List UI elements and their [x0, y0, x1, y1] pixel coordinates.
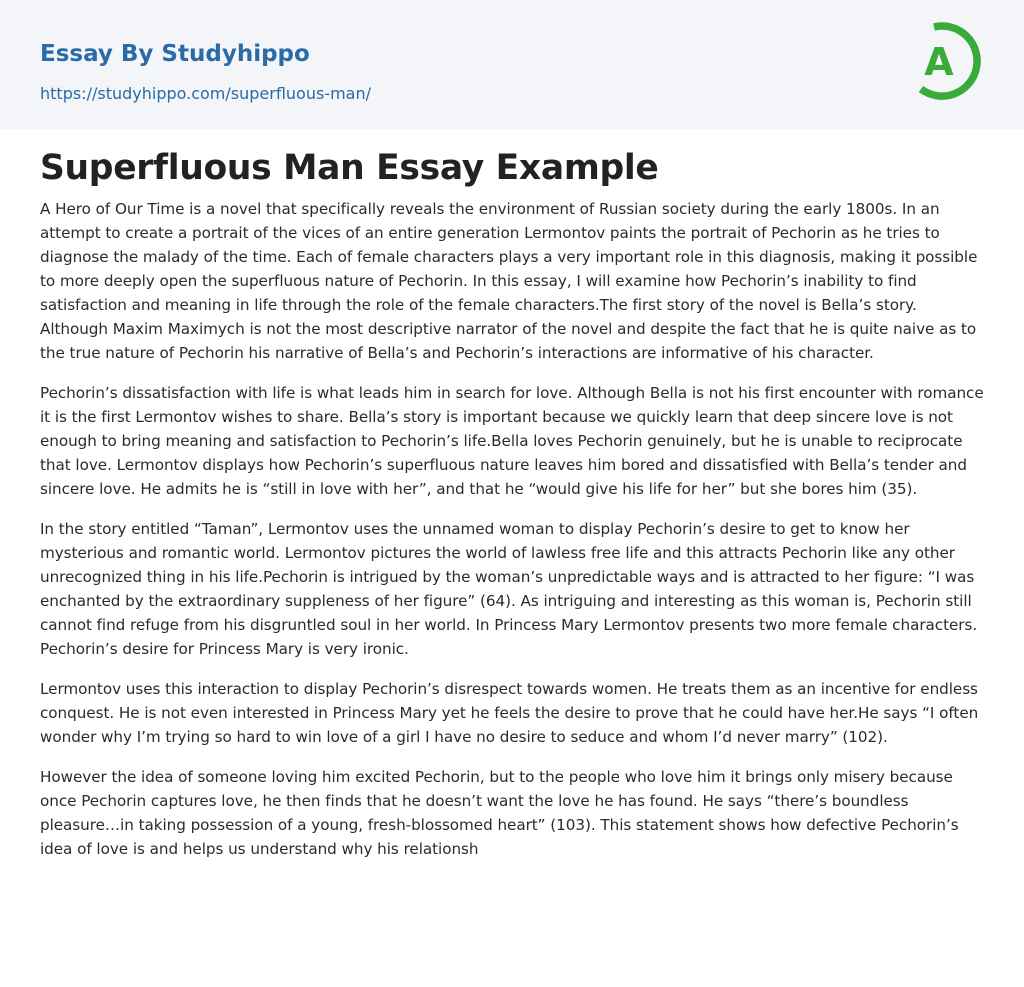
page-title: Superfluous Man Essay Example: [40, 148, 659, 188]
site-brand[interactable]: Essay By Studyhippo: [40, 41, 310, 67]
essay-url-link[interactable]: https://studyhippo.com/superfluous-man/: [40, 84, 372, 103]
essay-paragraph: A Hero of Our Time is a novel that specifically reveals the environment of Russian society during the early 1800s. In an attempt to create a portrait of the vices of an entire generation Lermontov paints the portrait of Pechorin as he tries to diagnose the malady of the time. Each of female characters plays a very important role in this diagnosis, making it possible to more deeply open the superfluous nature of Pechorin. In this essay, I will examine how Pechorin’s inability to find satisfaction and meaning in life through the role of the female characters.The first story of the novel is Bella’s story. Although Maxim Maximych is not the most descriptive narrator of the novel and despite the fact that he is quite naive as to the true nature of Pechorin his narrative of Bella’s and Pechorin’s interactions are informative of his character.: [40, 200, 978, 362]
essay-paragraph: Lermontov uses this interaction to display Pechorin’s disrespect towards women. He treats them as an incentive for endless conquest. He is not even interested in Princess Mary yet he feels the desire to prove that he could have her.He says “I often wonder why I’m trying so hard to win love of a girl I have no desire to seduce and whom I’d never marry” (102).: [40, 680, 979, 746]
essay-paragraph: However the idea of someone loving him excited Pechorin, but to the people who love him it brings only misery because once Pechorin captures love, he then finds that he doesn’t want the love he has found. He says “there’s boundless pleasure…in taking possession of a young, fresh-blossomed heart” (103). This statement shows how defective Pechorin’s idea of love is and helps us understand why his relationsh: [40, 768, 959, 858]
essay-body: [40, 197, 984, 861]
essay-paragraph: In the story entitled “Taman”, Lermontov uses the unnamed woman to display Pechorin’s desire to get to know her mysterious and romantic world. Lermontov pictures the world of lawless free life and this attracts Pechorin like any other unrecognized thing in his life.Pechorin is intrigued by the woman’s unpredictable ways and is attracted to her figure: “I was enchanted by the extraordinary suppleness of her figure” (64). As intriguing and interesting as this woman is, Pechorin still cannot find refuge from his disgruntled soul in her world. In Princess Mary Lermontov presents two more female characters. Pechorin’s desire for Princess Mary is very ironic.: [40, 520, 978, 658]
logo-letter: A: [924, 40, 954, 84]
essay-paragraph: Pechorin’s dissatisfaction with life is what leads him in search for love. Although Bella is not his first encounter with romance it is the first Lermontov wishes to share. Bella’s story is important because we quickly learn that deep sincere love is not enough to bring meaning and satisfaction to Pechorin’s life.Bella loves Pechorin genuinely, but he is unable to reciprocate that love. Lermontov displays how Pechorin’s superfluous nature leaves him bored and dissatisfied with Bella’s tender and sincere love. He admits he is “still in love with her”, and that he “would give his life for her” but she bores him (35).: [40, 384, 984, 498]
